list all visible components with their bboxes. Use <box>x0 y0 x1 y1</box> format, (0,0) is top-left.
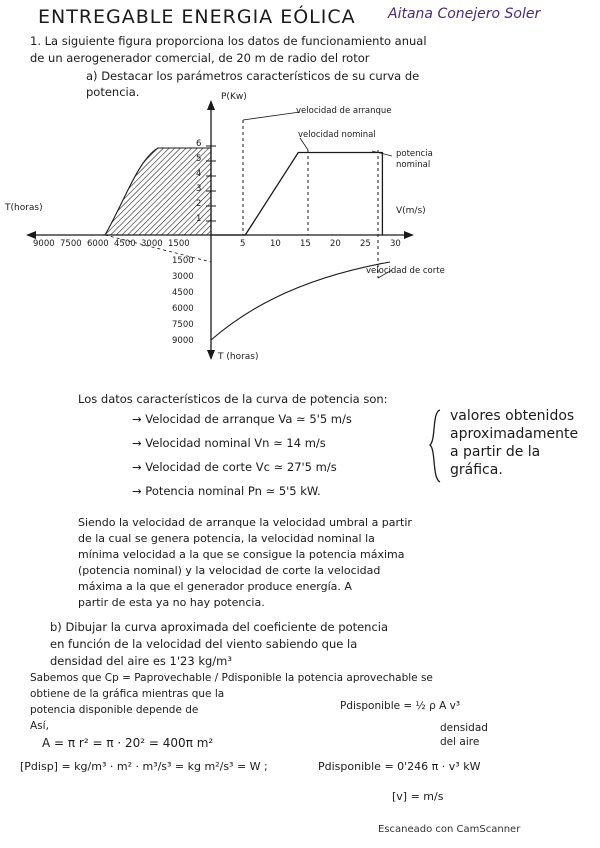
cp-explanation: obtiene de la gráfica mientras que la <box>30 688 225 700</box>
cp-definition: Sabemos que Cp = Paprovechable / Pdisponible la potencia aprovechable se <box>30 672 433 684</box>
y-axis-label-hours: T (horas) <box>218 352 259 362</box>
x-axis-label-speed: V(m/s) <box>396 206 426 216</box>
x-tick-label: 20 <box>330 239 341 249</box>
x-tick-label: 25 <box>360 239 371 249</box>
y-bottom-tick-label: 1500 <box>172 256 194 266</box>
y-bottom-tick-label: 7500 <box>172 320 194 330</box>
x-tick-label: 5 <box>240 239 246 249</box>
note-line: gráfica. <box>450 462 503 478</box>
note-line: aproximadamente <box>450 426 579 442</box>
paragraph-line: mínima velocidad a la que se consigue la potencia máxima <box>78 548 405 561</box>
part-b-line-2: en función de la velocidad del viento sabiendo que la <box>50 637 358 651</box>
y-tick-label: 1 <box>196 214 202 224</box>
note-line: a partir de la <box>450 444 541 460</box>
pdisp-formula: Pdisponible = ½ ρ A v³ <box>340 700 461 712</box>
y-tick-label: 4 <box>196 169 202 179</box>
x-left-tick-label: 1500 <box>168 239 190 249</box>
x-tick-label: 30 <box>390 239 401 249</box>
paragraph-line: (potencia nominal) y la velocidad de corte la velocidad <box>78 564 381 577</box>
question-1-line-2: de un aerogenerador comercial, de 20 m de radio del rotor <box>30 51 370 65</box>
paragraph-line: Siendo la velocidad de arranque la velocidad umbral a partir <box>78 516 412 529</box>
annotation-corte: velocidad de corte <box>366 266 445 276</box>
y-tick-label: 2 <box>196 199 202 209</box>
y-tick-label: 5 <box>196 154 202 164</box>
y-tick-label: 3 <box>196 184 202 194</box>
x-left-tick-label: 9000 <box>33 239 55 249</box>
del-aire-label: del aire <box>440 736 480 748</box>
annotation-potencia-2: nominal <box>396 160 431 170</box>
paragraph-line: máxima a la que el generador produce energía. A <box>78 580 352 593</box>
x-left-tick-label: 4500 <box>114 239 136 249</box>
characteristic-item: → Velocidad de corte Vc ≃ 27'5 m/s <box>132 460 337 474</box>
y-tick-label: 6 <box>196 139 202 149</box>
paragraph-line: partir de esta ya no hay potencia. <box>78 596 265 609</box>
y-bottom-tick-label: 4500 <box>172 288 194 298</box>
x-axis-label-hours: T(horas) <box>5 203 43 213</box>
characteristic-item: → Velocidad de arranque Va ≃ 5'5 m/s <box>132 412 352 426</box>
area-formula: A = π r² = π · 20² = 400π m² <box>42 736 214 750</box>
units-formula: [Pdisp] = kg/m³ · m² · m³/s³ = kg m²/s³ = W ; <box>20 760 268 773</box>
pdisp-result: Pdisponible = 0'246 π · v³ kW <box>318 760 481 773</box>
asi-label: Así, <box>30 720 49 732</box>
part-b-line-1: b) Dibujar la curva aproximada del coeficiente de potencia <box>50 620 389 634</box>
speed-units: [v] = m/s <box>392 790 444 803</box>
x-tick-label: 15 <box>300 239 311 249</box>
part-a-line-2: potencia. <box>86 85 140 99</box>
author-name: Aitana Conejero Soler <box>388 6 541 22</box>
annotation-arranque: velocidad de arranque <box>296 106 392 116</box>
note-line: valores obtenidos <box>450 408 575 424</box>
annotation-nominal: velocidad nominal <box>298 130 376 140</box>
x-tick-label: 10 <box>270 239 281 249</box>
page-title: ENTREGABLE ENERGIA EÓLICA <box>38 6 356 28</box>
x-left-tick-label: 6000 <box>87 239 109 249</box>
densidad-label: densidad <box>440 722 488 734</box>
characteristics-heading: Los datos característicos de la curva de potencia son: <box>78 392 388 406</box>
y-axis-label: P(Kw) <box>221 92 247 102</box>
paragraph-line: de la cual se genera potencia, la velocidad nominal la <box>78 532 375 545</box>
question-1-line-1: 1. La siguiente figura proporciona los datos de funcionamiento anual <box>30 34 427 48</box>
y-bottom-tick-label: 9000 <box>172 336 194 346</box>
part-a-line-1: a) Destacar los parámetros característicos de su curva de <box>86 69 420 83</box>
annotation-potencia-1: potencia <box>396 149 433 159</box>
scanner-watermark: Escaneado con CamScanner <box>378 824 521 835</box>
part-b-line-3: densidad del aire es 1'23 kg/m³ <box>50 654 232 668</box>
characteristic-item: → Potencia nominal Pn ≃ 5'5 kW. <box>132 484 321 498</box>
characteristic-item: → Velocidad nominal Vn ≃ 14 m/s <box>132 436 326 450</box>
pdisp-explanation: potencia disponible depende de <box>30 704 199 716</box>
x-left-tick-label: 7500 <box>60 239 82 249</box>
y-bottom-tick-label: 6000 <box>172 304 194 314</box>
x-left-tick-label: 3000 <box>141 239 163 249</box>
y-bottom-tick-label: 3000 <box>172 272 194 282</box>
